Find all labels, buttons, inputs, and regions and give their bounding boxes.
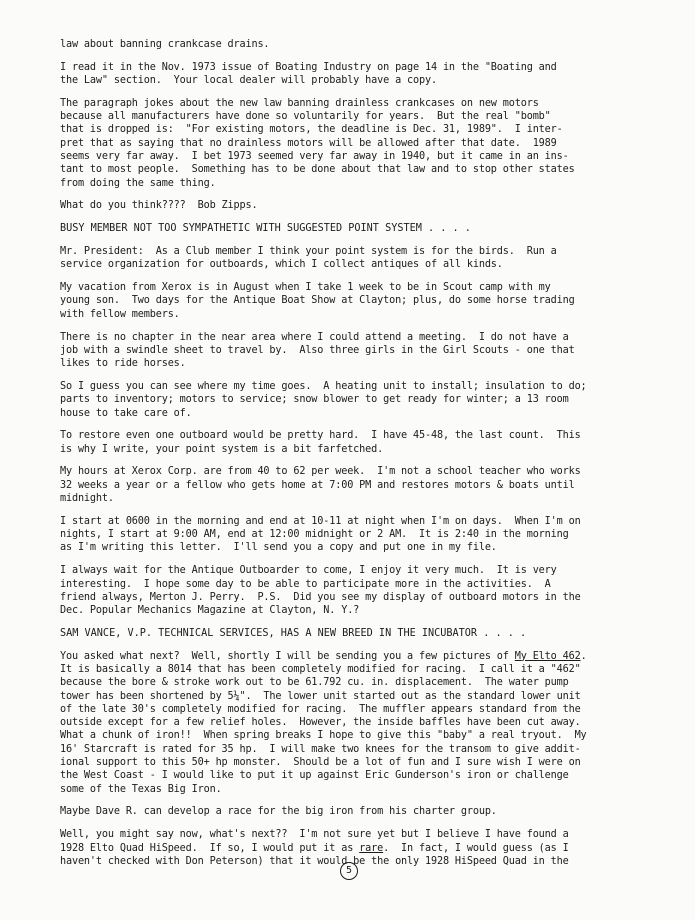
elto-462-underlined: My Elto 462 (514, 650, 581, 662)
paragraph-vacation: My vacation from Xerox is in August when I take 1 week to be in Scout camp with my young son. Two days for the Antique Boat Show at Clayton; plus, do some horse trading with fellow members. (60, 282, 575, 320)
paragraph-start-times: I start at 0600 in the morning and end at 10-11 at night when I'm on days. When I'm on nights, I start at 9:00 AM, end at 12:00 midnight or 2 AM. It is 2:40 in the morning as I'm writing this letter. I'll send you a copy and put one in my file. (60, 515, 581, 554)
paragraph-xerox-hours: My hours at Xerox Corp. are from 40 to 62 per week. I'm not a school teacher who works 32 weeks a year or a fellow who gets home at 7:00 PM and restores motors & boats until midnight. (60, 466, 581, 505)
signature-bob-zipps: What do you think???? Bob Zipps. (60, 200, 258, 212)
quad-text-before: Well, you might say now, what's next?? I'm not sure yet but I believe I have found a 1928 Elto Quad HiSpeed. If so, I would put it as (60, 829, 569, 854)
paragraph-drainless-crankcases: The paragraph jokes about the new law banning drainless crankcases on new motors because all manufacturers have done so voluntarily for years. But the real "bomb" that is dropped is: "For existing motors, the deadline is Dec. 31, 1989". I inter- pret that as saying that no drainless motors will be allowed after that date. 1989 seems very far away. I bet 1973 seemed very far away in 1940, but it came in an ins- tant to most people. Something has to be done about that law and to stop other states from doing the same thing. (60, 97, 575, 189)
paragraph-antique-outboarder: I always wait for the Antique Outboarder to come, I enjoy it very much. It is very interesting. I hope some day to be able to participate more in the activities. A friend always, Merton J. Perry. P.S. Did you see my display of outboard motors in the Dec. Popular Mechanics Magazine at Clayton, N. Y.? (60, 565, 581, 617)
paragraph-dave-r: Maybe Dave R. can develop a race for the big iron from his charter group. (60, 806, 497, 818)
quad-text-after: . In fact, I would guess (as I haven't checked with Don Peterson) that it would be the only 1928 HiSpeed Quad in the (60, 842, 569, 867)
rare-underlined: rare (359, 842, 384, 854)
paragraph-crankcase-law: law about banning crankcase drains. (60, 39, 270, 50)
paragraph-boating-industry: I read it in the Nov. 1973 issue of Boating Industry on page 14 in the "Boating and the Law" section. Your local dealer will probably have a copy. (60, 61, 557, 87)
elto-text-before: You asked what next? Well, shortly I will be sending you a few pictures of (60, 650, 515, 662)
section-heading-busy-member: BUSY MEMBER NOT TOO SYMPATHETIC WITH SUGGESTED POINT SYSTEM . . . . (60, 223, 471, 235)
section-heading-sam-vance: SAM VANCE, V.P. TECHNICAL SERVICES, HAS A NEW BREED IN THE INCUBATOR . . . . (60, 627, 527, 639)
paragraph-time-goes: So I guess you can see where my time goes. A heating unit to install; insulation to do; parts to inventory; motors to service; snow blower to get ready for winter; a 13 room house to take care of. (60, 380, 587, 419)
elto-text-after: . It is basically a 8014 that has been completely modified for racing. I call it a "462" because the bore & stroke work out to be 61.792 cu. in. displacement. The water pump tower has been shortened by 5¼". The lower unit started out as the standard lower unit of the late 30's completely modified for racing. The muffler appears standard from the outside except for a few relief holes. However, the inside baffles have been cut away. What a chunk of iron!! When spring breaks I hope to give this "baby" a real tryout. My 16' Starcraft is rated for 35 hp. I will make two knees for the transom to give addit- ional support to this 50+ hp monster. Should be a lot of fun and I sure wish I were on the West Coast - I would like to put it up against Eric Gunderson's iron or challenge some of the Texas Big Iron. (60, 650, 587, 795)
paragraph-point-system: Mr. President: As a Club member I think your point system is for the birds. Run a service organization for outboards, which I collect antiques of all kinds. (60, 246, 557, 271)
paragraph-no-chapter: There is no chapter in the near area where I could attend a meeting. I do not have a job with a swindle sheet to travel by. Also three girls in the Girl Scouts - one that likes to ride horses. (60, 331, 575, 370)
paragraph-elto-quad (60, 828, 665, 868)
paragraph-restore-outboard: To restore even one outboard would be pretty hard. I have 45-48, the last count. This is why I write, your point system is a bit farfetched. (60, 430, 581, 455)
page-number: 5 (340, 862, 358, 880)
paragraph-elto-462 (60, 650, 665, 796)
